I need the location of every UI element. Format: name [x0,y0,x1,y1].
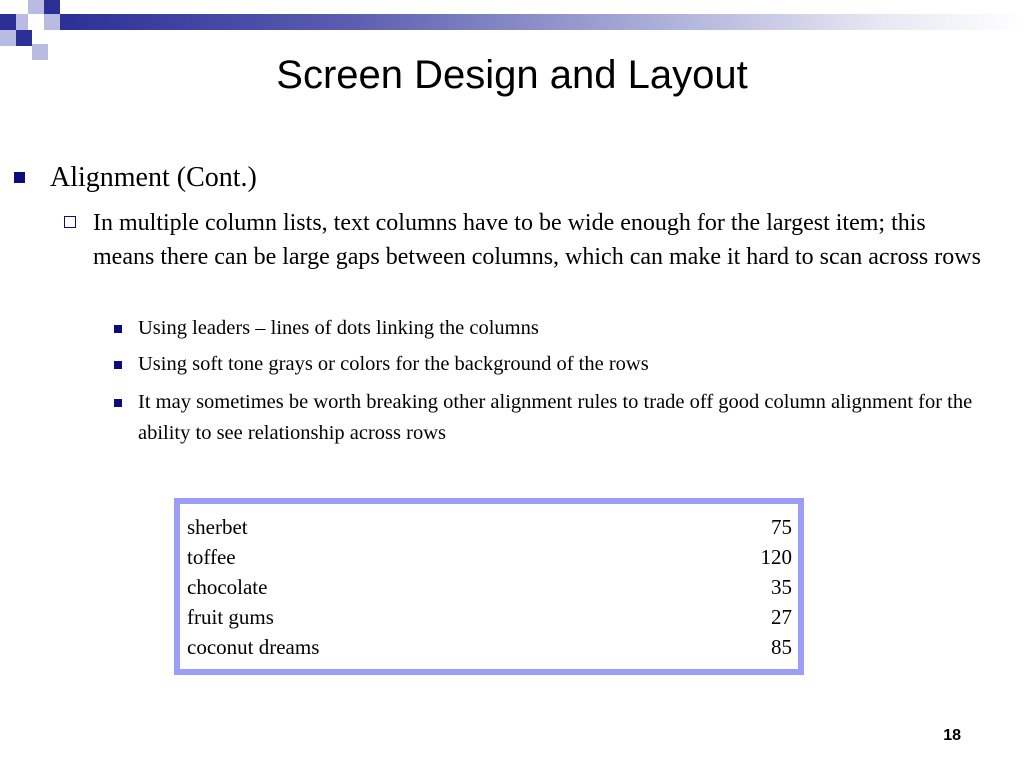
list-item [187,542,792,572]
square-bullet-icon [14,172,25,183]
heading-bullet-text: Alignment (Cont.) [50,162,257,193]
list-item-value: 85 [771,635,792,659]
list-item-name: toffee [187,545,236,569]
list-item [187,512,792,542]
slide-title: Screen Design and Layout [276,53,748,97]
example-list-box [174,498,804,675]
point-text: Using leaders – lines of dots linking the columns [138,317,539,339]
list-item [187,602,792,632]
list-item-value: 35 [771,575,792,599]
hollow-square-bullet-icon [64,216,76,228]
small-square-bullet-icon [114,325,122,333]
list-item-value: 27 [771,605,792,629]
small-square-bullet-icon [114,361,122,369]
small-square-bullet-icon [114,399,122,407]
point-text: It may sometimes be worth breaking other alignment rules to trade off good column alignment for the ability to see relationship across rows [138,391,973,444]
point-text: Using soft tone grays or colors for the background of the rows [138,353,649,375]
sub-bullet-text: In multiple column lists, text columns have to be wide enough for the largest item; this means there can be large gaps between columns, which can make it hard to scan across rows [93,210,981,270]
list-item-value: 75 [771,515,792,539]
header-gradient-bar [58,14,1024,30]
list-item-name: fruit gums [187,605,274,629]
list-item-name: sherbet [187,515,248,539]
list-item-name: chocolate [187,575,268,599]
list-item-name: coconut dreams [187,635,320,659]
page-number: 18 [943,727,961,744]
list-item [187,632,792,662]
list-item-value: 120 [760,545,792,569]
list-item [187,572,792,602]
